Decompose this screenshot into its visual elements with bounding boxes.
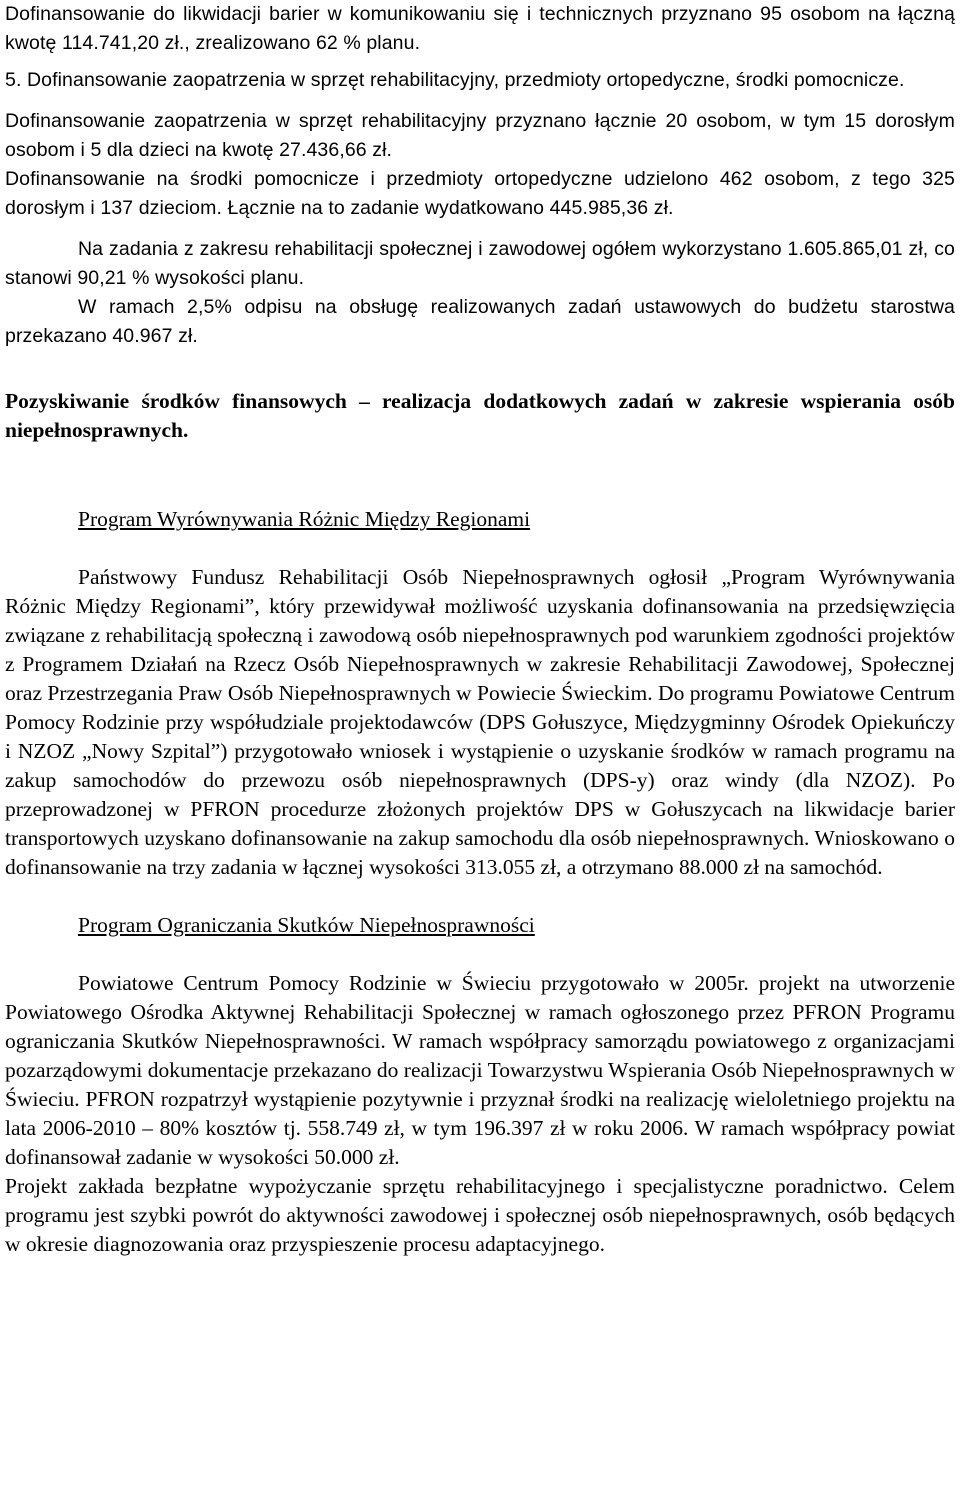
paragraph-orthopedic-aids: Dofinansowanie na środki pomocnicze i przedmioty ortopedyczne udzielono 462 osobom, z tego 325 dorosłym i 137 dzieciom. Łącznie na to zadanie wydatkowano 445.985,36 zł. bbox=[5, 168, 955, 219]
paragraph-barriers-funding: Dofinansowanie do likwidacji barier w komunikowaniu się i technicznych przyznano 95 osobom na łączną kwotę 114.741,20 zł., zrealizowano 62 % planu. bbox=[5, 3, 955, 54]
program-2-title: Program Ograniczania Skutków Niepełnosprawności bbox=[78, 913, 535, 937]
paragraph-budget-transfer: W ramach 2,5% odpisu na obsługę realizowanych zadań ustawowych do budżetu starostwa przekazano 40.967 zł. bbox=[5, 296, 955, 347]
program-2-text-continued: Projekt zakłada bezpłatne wypożyczanie sprzętu rehabilitacyjnego i specjalistyczne poradnictwo. Celem programu jest szybki powrót do aktywności zawodowej i społecznej osób niepełnosprawnych, osób będących w okresie diagnozowania oraz przyspieszenie procesu adaptacyjnego. bbox=[5, 1174, 955, 1256]
program-1-text: Państwowy Fundusz Rehabilitacji Osób Niepełnosprawnych ogłosił „Program Wyrównywania Różnic Między Regionami”, który przewidywał możliwość uzyskania dofinansowania na przedsięwzięcia związane z rehabilitacją społeczną i zawodową osób niepełnosprawnych pod warunkiem zgodności projektów z Programem Działań na Rzecz Osób Niepełnosprawnych w zakresie Rehabilitacji Zawodowej, Społecznej oraz Przestrzegania Praw Osób Niepełnosprawnych w Powiecie Świeckim. Do programu Powiatowe Centrum Pomocy Rodzinie przy współudziale projektodawców (DPS Gołuszyce, Międzygminny Ośrodek Opiekuńczy i NZOZ „Nowy Szpital”) przygotowało wniosek i wystąpienie o uzyskanie środków w ramach programu na zakup samochodów do przewozu osób niepełnosprawnych (DPS-y) oraz windy (dla NZOZ). Po przeprowadzonej w PFRON procedurze złożonych projektów DPS w Gołuszycach na likwidacje barier transportowych uzyskano dofinansowanie na zakup samochodu dla osób niepełnosprawnych. Wnioskowano o dofinansowanie na trzy zadania w łącznej wysokości 313.055 zł, a otrzymano 88.000 zł na samochód. bbox=[5, 565, 955, 879]
paragraph-total-usage: Na zadania z zakresu rehabilitacji społecznej i zawodowej ogółem wykorzystano 1.605.865,01 zł, co stanowi 90,21 % wysokości planu. bbox=[5, 238, 955, 289]
program-2-text: Powiatowe Centrum Pomocy Rodzinie w Świeciu przygotowało w 2005r. projekt na utworzenie Powiatowego Ośrodka Aktywnej Rehabilitacji Społecznej w ramach ogłoszonego przez PFRON Programu ograniczania Skutków Niepełnosprawności. W ramach współpracy samorządu powiatowego z organizacjami pozarządowymi dokumentacje przekazano do realizacji Towarzystwu Wspierania Osób Niepełnosprawnych w Świeciu. PFRON rozpatrzył wystąpienie pozytywnie i przyznał środki na realizację wieloletniego projektu na lata 2006-2010 – 80% kosztów tj. 558.749 zł, w tym 196.397 zł w roku 2006. W ramach współpracy powiat dofinansował zadanie w wysokości 50.000 zł. bbox=[5, 971, 955, 1169]
program-1-title: Program Wyrównywania Różnic Między Regionami bbox=[78, 507, 531, 531]
paragraph-point-5-heading: 5. Dofinansowanie zaopatrzenia w sprzęt rehabilitacyjny, przedmioty ortopedyczne, środki pomocnicze. bbox=[5, 69, 905, 91]
document-page bbox=[5, 0, 955, 1259]
section-title: Pozyskiwanie środków finansowych – realizacja dodatkowych zadań w zakresie wspierania osób niepełnosprawnych. bbox=[5, 389, 955, 442]
paragraph-rehab-equipment: Dofinansowanie zaopatrzenia w sprzęt rehabilitacyjny przyznano łącznie 20 osobom, w tym 15 dorosłym osobom i 5 dla dzieci na kwotę 27.436,66 zł. bbox=[5, 110, 955, 161]
